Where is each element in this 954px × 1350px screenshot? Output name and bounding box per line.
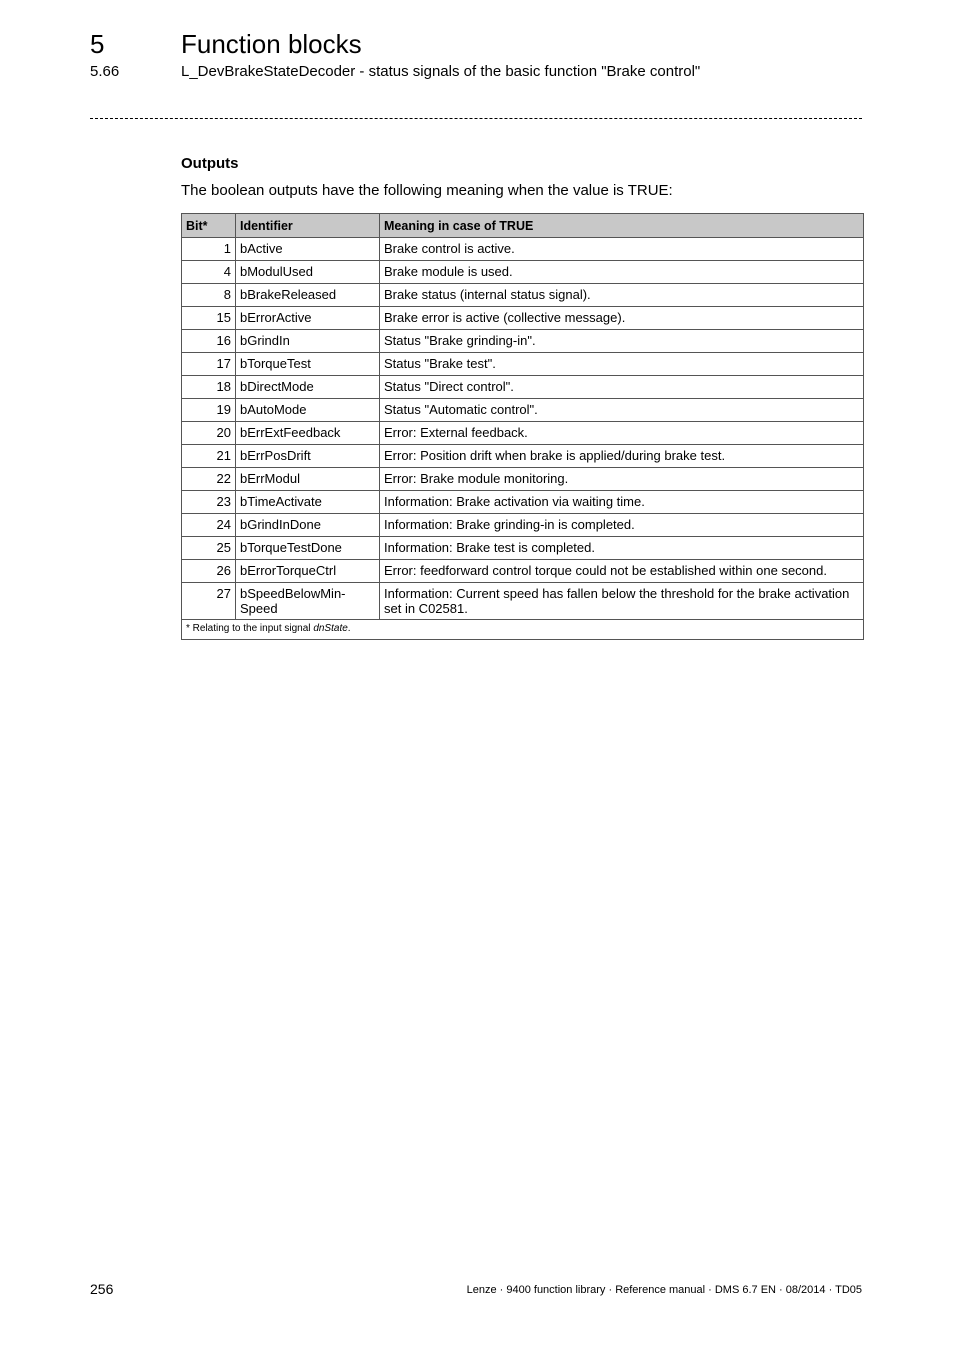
- cell-meaning: Brake control is active.: [380, 238, 864, 261]
- table-row: [182, 468, 864, 491]
- table-row: [182, 307, 864, 330]
- cell-identifier: bBrakeReleased: [236, 284, 380, 307]
- chapter-number: 5: [90, 29, 105, 59]
- cell-bit: 27: [182, 583, 236, 620]
- table-row: [182, 330, 864, 353]
- cell-identifier: bAutoMode: [236, 399, 380, 422]
- column-header-identifier: Identifier: [236, 214, 380, 238]
- table-footnote: [182, 620, 864, 640]
- cell-identifier: bErrModul: [236, 468, 380, 491]
- cell-meaning: Brake module is used.: [380, 261, 864, 284]
- cell-bit: 20: [182, 422, 236, 445]
- cell-bit: 18: [182, 376, 236, 399]
- footnote-suffix: .: [347, 623, 351, 634]
- table-row: [182, 583, 864, 620]
- cell-meaning: Error: feedforward control torque could not be established within one second.: [380, 560, 864, 583]
- table-row: [182, 238, 864, 261]
- cell-identifier: bActive: [236, 238, 380, 261]
- outputs-table: [181, 213, 864, 640]
- cell-identifier: bGrindIn: [236, 330, 380, 353]
- table-row: [182, 399, 864, 422]
- page-number: 256: [90, 1281, 114, 1297]
- cell-bit: 22: [182, 468, 236, 491]
- cell-identifier: bErrExtFeedback: [236, 422, 380, 445]
- table-row: [182, 353, 864, 376]
- cell-meaning: Error: External feedback.: [380, 422, 864, 445]
- table-row: [182, 560, 864, 583]
- cell-meaning: Information: Brake test is completed.: [380, 537, 864, 560]
- cell-identifier: bDirectMode: [236, 376, 380, 399]
- cell-bit: 19: [182, 399, 236, 422]
- section-title: L_DevBrakeStateDecoder - status signals of the basic function "Brake control": [181, 63, 701, 80]
- chapter-title: Function blocks: [181, 29, 362, 59]
- table-footnote-row: [182, 620, 864, 640]
- cell-identifier: bErrorActive: [236, 307, 380, 330]
- table-row: [182, 284, 864, 307]
- cell-identifier: bTorqueTest: [236, 353, 380, 376]
- cell-meaning: Status "Brake test".: [380, 353, 864, 376]
- footnote-prefix: * Relating to the input signal: [186, 623, 314, 634]
- cell-bit: 24: [182, 514, 236, 537]
- table-row: [182, 376, 864, 399]
- cell-identifier: bTimeActivate: [236, 491, 380, 514]
- cell-meaning: Error: Brake module monitoring.: [380, 468, 864, 491]
- cell-identifier: bModulUsed: [236, 261, 380, 284]
- cell-bit: 1: [182, 238, 236, 261]
- cell-meaning: Status "Brake grinding-in".: [380, 330, 864, 353]
- cell-meaning: Information: Brake grinding-in is completed.: [380, 514, 864, 537]
- table-row: [182, 422, 864, 445]
- table-body: [182, 238, 864, 620]
- header-divider: [90, 118, 862, 119]
- cell-meaning: Error: Position drift when brake is applied/during brake test.: [380, 445, 864, 468]
- column-header-bit: Bit*: [182, 214, 236, 238]
- cell-bit: 4: [182, 261, 236, 284]
- cell-bit: 21: [182, 445, 236, 468]
- cell-bit: 17: [182, 353, 236, 376]
- cell-bit: 25: [182, 537, 236, 560]
- table-row: [182, 491, 864, 514]
- cell-bit: 16: [182, 330, 236, 353]
- outputs-heading: Outputs: [181, 155, 239, 172]
- table-row: [182, 445, 864, 468]
- cell-meaning: Brake error is active (collective message).: [380, 307, 864, 330]
- cell-identifier: bErrorTorqueCtrl: [236, 560, 380, 583]
- column-header-meaning: Meaning in case of TRUE: [380, 214, 864, 238]
- cell-bit: 23: [182, 491, 236, 514]
- cell-meaning: Information: Current speed has fallen below the threshold for the brake activation set in C02581.: [380, 583, 864, 620]
- cell-identifier: bSpeedBelowMin-Speed: [236, 583, 380, 620]
- intro-text: The boolean outputs have the following meaning when the value is TRUE:: [181, 182, 673, 199]
- cell-identifier: bTorqueTestDone: [236, 537, 380, 560]
- cell-identifier: bGrindInDone: [236, 514, 380, 537]
- table-header-row: [182, 214, 864, 238]
- cell-meaning: Brake status (internal status signal).: [380, 284, 864, 307]
- section-number: 5.66: [90, 63, 120, 80]
- cell-meaning: Status "Automatic control".: [380, 399, 864, 422]
- table-row: [182, 514, 864, 537]
- cell-identifier: bErrPosDrift: [236, 445, 380, 468]
- cell-meaning: Information: Brake activation via waiting time.: [380, 491, 864, 514]
- footer-info: Lenze · 9400 function library · Reference manual · DMS 6.7 EN · 08/2014 · TD05: [466, 1284, 862, 1296]
- cell-bit: 8: [182, 284, 236, 307]
- cell-meaning: Status "Direct control".: [380, 376, 864, 399]
- footnote-signal: dnState: [313, 623, 348, 634]
- cell-bit: 26: [182, 560, 236, 583]
- table-row: [182, 537, 864, 560]
- cell-bit: 15: [182, 307, 236, 330]
- table-row: [182, 261, 864, 284]
